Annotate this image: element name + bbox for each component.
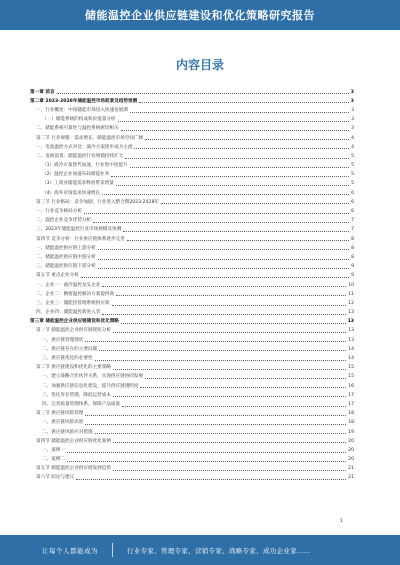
- toc-leader-dots: [102, 314, 346, 315]
- toc-leader-dots: [111, 176, 349, 177]
- toc-entry-text: 第三节 行业格局：竞争加剧，行业进入整合期2023-2028年: [36, 199, 159, 205]
- toc-leader-dots: [84, 213, 349, 214]
- toc-entry[interactable]: [30, 104, 354, 113]
- toc-entry-page: 3: [351, 117, 354, 123]
- footer-divider: [112, 543, 113, 557]
- toc-entry-page: 8: [351, 245, 354, 251]
- toc-entry-text: 二、供应链风险应对措施: [42, 429, 93, 435]
- toc-entry-text: （4）海外市场需求快速增长: [42, 190, 101, 196]
- toc-leader-dots: [122, 406, 346, 407]
- toc-entry-page: 20: [348, 438, 354, 444]
- toc-entry[interactable]: [30, 463, 354, 472]
- toc-entry[interactable]: [30, 242, 354, 251]
- toc-leader-dots: [76, 479, 346, 480]
- toc-entry[interactable]: [30, 114, 354, 123]
- toc-leader-dots: [140, 387, 346, 388]
- toc-heading: 内容目录: [175, 58, 224, 72]
- toc-leader-dots: [99, 350, 346, 351]
- toc-entry-text: 第四节 竞争分析：行业供应链体系逐步完善: [36, 236, 125, 242]
- toc-entry-text: 第六节 结论与建议: [36, 475, 75, 481]
- toc-entry[interactable]: [30, 408, 354, 417]
- toc-entry-page: 5: [351, 172, 354, 178]
- toc-entry-page: 21: [348, 475, 354, 481]
- toc-entry-page: 11: [348, 291, 354, 297]
- toc-entry-page: 15: [348, 365, 354, 371]
- toc-entry-page: 17: [348, 392, 354, 398]
- toc-entry-page: 13: [348, 337, 354, 343]
- toc-entry-page: 9: [351, 273, 354, 279]
- toc-entry-page: 14: [348, 346, 354, 352]
- toc-entry[interactable]: [30, 187, 354, 196]
- toc-entry[interactable]: [30, 417, 354, 426]
- toc-entry-page: 14: [348, 356, 354, 362]
- footer-slogan: 让每个人都能成为: [42, 546, 98, 555]
- toc-entry-page: 5: [351, 181, 354, 187]
- toc-entry[interactable]: [30, 123, 354, 132]
- toc-entry[interactable]: [30, 178, 354, 187]
- toc-entry[interactable]: [30, 288, 354, 297]
- toc-leader-dots: [161, 203, 349, 204]
- toc-entry[interactable]: [30, 215, 354, 224]
- toc-entry-text: 一、案例一: [42, 447, 65, 453]
- toc-entry-page: 16: [348, 383, 354, 389]
- toc-entry-page: 18: [348, 420, 354, 426]
- toc-entry[interactable]: [30, 454, 354, 463]
- toc-leader-dots: [112, 305, 347, 306]
- toc-entry-page: 3: [351, 107, 354, 113]
- report-title: 储能温控企业供应链建设和优化策略研究报告: [85, 9, 315, 22]
- toc-entry[interactable]: [30, 307, 354, 316]
- toc-entry[interactable]: [30, 426, 354, 435]
- toc-leader-dots: [130, 167, 349, 168]
- toc-entry-page: 13: [347, 319, 354, 325]
- toc-entry[interactable]: [30, 444, 354, 453]
- toc-leader-dots: [113, 470, 346, 471]
- toc-leader-dots: [130, 112, 349, 113]
- toc-entry-page: 4: [351, 135, 354, 141]
- toc-leader-dots: [145, 139, 349, 140]
- toc-entry-page: 15: [348, 374, 354, 380]
- toc-entry-text: 第二节 行业规模：需求增长，储能温控市场空间广阔: [36, 135, 144, 141]
- toc-entry-text: 三、供应链优化的必要性: [42, 356, 93, 362]
- toc-entry-page: 17: [348, 401, 354, 407]
- toc-entry[interactable]: [30, 261, 354, 270]
- toc-leader-dots: [98, 249, 349, 250]
- toc-entry-text: 二、储能系统可靠性与温控系统密切相关: [36, 126, 119, 132]
- toc-entry[interactable]: [30, 362, 354, 371]
- toc-entry[interactable]: [30, 435, 354, 444]
- table-of-contents: [30, 86, 354, 481]
- page-header: [0, 0, 400, 30]
- toc-entry-text: 一、电池温控方式对比：液冷方案逐步成为主流: [36, 144, 133, 150]
- toc-entry[interactable]: [30, 95, 354, 104]
- toc-entry-text: 一、建立战略合作伙伴关系，实现供应链协同发展: [42, 374, 144, 380]
- toc-leader-dots: [118, 121, 350, 122]
- toc-entry-page: 5: [351, 163, 354, 169]
- toc-entry-text: （一）储能系统的构成和价值量分析: [42, 117, 116, 123]
- toc-entry-text: 三、企业三：储能热管理系统供应商: [36, 300, 110, 306]
- toc-entry-page: 19: [348, 429, 354, 435]
- toc-leader-dots: [121, 323, 346, 324]
- toc-entry-text: 第三节 供应链风险管理: [36, 411, 84, 417]
- toc-leader-dots: [116, 185, 349, 186]
- toc-entry-page: 7: [351, 218, 354, 224]
- toc-entry-text: 一、行业竞争格局分析: [36, 209, 82, 215]
- toc-entry-text: 二、案例二: [42, 457, 65, 463]
- toc-entry[interactable]: [30, 343, 354, 352]
- toc-entry[interactable]: [30, 141, 354, 150]
- toc-entry[interactable]: [30, 371, 354, 380]
- toc-leader-dots: [95, 433, 347, 434]
- toc-entry[interactable]: [30, 196, 354, 205]
- toc-entry[interactable]: [30, 389, 354, 398]
- page-number: 1: [340, 519, 343, 524]
- toc-entry-page: 5: [351, 153, 354, 159]
- toc-leader-dots: [113, 369, 346, 370]
- toc-entry-text: （3）工商业储能需求释放带来增量: [42, 181, 114, 187]
- toc-entry[interactable]: [30, 398, 354, 407]
- toc-leader-dots: [113, 396, 346, 397]
- toc-entry-page: 3: [350, 89, 354, 95]
- toc-entry[interactable]: [30, 472, 354, 481]
- toc-entry-page: 6: [351, 190, 354, 196]
- toc-entry[interactable]: [30, 150, 354, 159]
- toc-entry[interactable]: [30, 380, 354, 389]
- toc-entry-page: 20: [348, 457, 354, 463]
- toc-entry-page: 8: [351, 254, 354, 260]
- toc-entry[interactable]: [30, 132, 354, 141]
- toc-entry[interactable]: [30, 224, 354, 233]
- toc-entry-text: 第三章 储能温控企业供应链建设和优化策略: [30, 319, 119, 325]
- toc-entry-page: 12: [348, 300, 354, 306]
- toc-entry-page: 3: [351, 126, 354, 132]
- toc-entry-page: 13: [348, 310, 354, 316]
- toc-entry-text: （1）液冷方案替代加速，行业集中度提升: [42, 163, 128, 169]
- toc-entry-text: 三、储能温控供应链下游分析: [36, 264, 96, 270]
- toc-entry[interactable]: [30, 279, 354, 288]
- toc-entry-text: 四、企业四：储能温控新进入者: [36, 310, 101, 316]
- toc-entry-page: 18: [348, 411, 354, 417]
- toc-leader-dots: [134, 148, 349, 149]
- toc-entry[interactable]: [30, 325, 354, 334]
- toc-entry-page: 10: [348, 282, 354, 288]
- toc-entry[interactable]: [30, 86, 354, 95]
- toc-leader-dots: [95, 360, 347, 361]
- page-footer: [0, 535, 400, 565]
- toc-entry-page: 4: [351, 144, 354, 150]
- toc-entry-text: 四、完善质量管理体系，保障产品质量: [42, 401, 121, 407]
- toc-leader-dots: [57, 93, 349, 94]
- toc-entry-page: 6: [351, 209, 354, 215]
- toc-entry[interactable]: [30, 233, 354, 242]
- toc-entry-page: 20: [348, 447, 354, 453]
- toc-leader-dots: [139, 102, 349, 103]
- toc-leader-dots: [98, 268, 349, 269]
- footer-tagline: 行业专家、管理专家、营销专家、战略专家、成功企业家……: [127, 546, 311, 555]
- toc-entry[interactable]: [30, 169, 354, 178]
- toc-leader-dots: [116, 295, 346, 296]
- toc-entry-page: 6: [351, 199, 354, 205]
- toc-leader-dots: [93, 222, 349, 223]
- toc-leader-dots: [85, 415, 346, 416]
- toc-entry-page: 7: [351, 227, 354, 233]
- toc-entry-page: 3: [350, 98, 354, 104]
- toc-entry-page: 13: [348, 328, 354, 334]
- toc-entry-text: 第五节 储能温控企业供应链发展趋势: [36, 466, 111, 472]
- toc-entry-page: 21: [348, 466, 354, 472]
- toc-entry[interactable]: [30, 160, 354, 169]
- toc-entry-text: 二、企业二：精密温控解决方案提供商: [36, 291, 115, 297]
- toc-leader-dots: [67, 452, 346, 453]
- toc-leader-dots: [145, 378, 346, 379]
- toc-entry-text: 第四节 储能温控企业供应链优化案例: [36, 438, 111, 444]
- toc-entry-text: 第二章 2023-2028年储能温控市场前景及趋势预测: [30, 98, 138, 104]
- toc-entry-text: 一、供应链风险识别: [42, 420, 84, 426]
- toc-entry-text: 三、2023年储能温控行业市场规模及预测: [36, 227, 122, 233]
- toc-leader-dots: [85, 424, 346, 425]
- toc-entry[interactable]: [30, 334, 354, 343]
- toc-entry-text: 第二节 供应链建设和优化的主要策略: [36, 365, 111, 371]
- toc-entry-text: 二、发展前景：储能温控行业规模持续扩大: [36, 153, 124, 159]
- toc-entry[interactable]: [30, 205, 354, 214]
- toc-leader-dots: [113, 332, 346, 333]
- toc-entry[interactable]: [30, 297, 354, 306]
- toc-leader-dots: [127, 240, 349, 241]
- toc-entry-text: 一、供应链管理现状: [42, 337, 84, 343]
- toc-leader-dots: [98, 259, 349, 260]
- toc-entry-text: 第一节 储能温控企业供应链现状分析: [36, 328, 111, 334]
- toc-leader-dots: [113, 442, 346, 443]
- toc-entry[interactable]: [30, 316, 354, 325]
- toc-entry-page: 9: [351, 264, 354, 270]
- toc-entry-text: 二、加强供应链信息化建设，提升供应链透明度: [42, 383, 139, 389]
- toc-entry[interactable]: [30, 270, 354, 279]
- toc-entry-text: 一、行业概述：中国储能市场进入快速发展期: [36, 107, 128, 113]
- toc-leader-dots: [102, 286, 346, 287]
- toc-entry-text: 第五节 重点企业分析: [36, 273, 79, 279]
- toc-leader-dots: [102, 194, 349, 195]
- toc-entry-text: 一、企业一：液冷温控龙头企业: [36, 282, 101, 288]
- toc-entry[interactable]: [30, 352, 354, 361]
- toc-entry-text: 二、储能温控供应链中游分析: [36, 254, 96, 260]
- toc-entry-text: 三、优化库存管理，降低运营成本: [42, 392, 111, 398]
- toc-leader-dots: [85, 341, 346, 342]
- toc-leader-dots: [121, 130, 349, 131]
- toc-entry-text: 二、供应链存在的主要问题: [42, 346, 98, 352]
- toc-entry-text: （2）温控企业加速布局储能业务: [42, 172, 110, 178]
- toc-leader-dots: [125, 158, 349, 159]
- toc-leader-dots: [67, 461, 346, 462]
- toc-entry-text: 一、储能温控供应链上游分析: [36, 245, 96, 251]
- toc-entry-text: 第一章 前言: [30, 89, 55, 95]
- toc-entry[interactable]: [30, 251, 354, 260]
- toc-entry-text: 二、温控企业竞争优势分析: [36, 218, 92, 224]
- toc-entry-page: 8: [351, 236, 354, 242]
- toc-leader-dots: [123, 231, 349, 232]
- toc-leader-dots: [81, 277, 349, 278]
